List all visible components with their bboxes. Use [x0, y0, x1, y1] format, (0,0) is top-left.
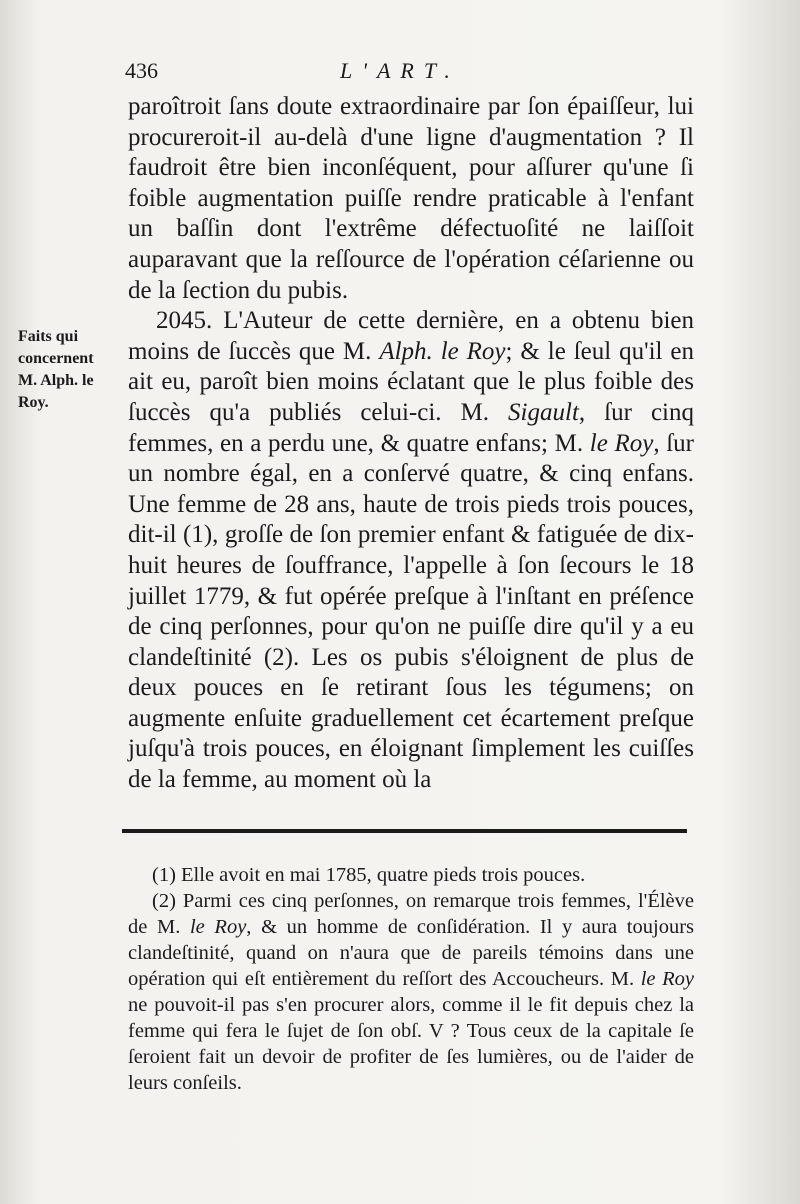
footnote-1: (1) Elle avoit en mai 1785, quatre pieds trois pouces. — [152, 864, 586, 886]
paragraph-number: 2045. — [156, 307, 213, 335]
paragraph-text: , ſur cinq femmes, en a perdu une, & quatre enfans; M. — [128, 398, 694, 457]
footnote-text: ne pouvoit-il pas s'en procurer alors, comme il le fit depuis chez la femme qui fera le ſujet de ſon obſ. V ? Tous ceux de la capitale ſe ſeroient fait un devoir de profiter de ſes lumières, ou de l'aider de leurs conſeils. — [128, 994, 694, 1094]
footnote-rule — [122, 829, 687, 833]
paragraph-continued: paroîtroit ſans doute extraordinaire par ſon épaiſſeur, lui procureroit-il au-delà d'une ligne d'augmentation ? Il faudroit être bien inconſéquent, pour aſſurer qu'une ſi foible augmentation puiſſe rendre praticable à l'enfant un baſſin dont l'extrême défectuoſité ne laiſſoit auparavant que la reſſource de l'opération céſarienne ou de la ſection du pubis. — [128, 93, 694, 304]
paragraph-text: ; & le ſeul qu'il en ait eu, paroît bien moins éclatant que le plus foible des ſuccès qu'a publiés celui-ci. M. — [128, 337, 694, 426]
person-name: le Roy — [589, 429, 654, 457]
page-header — [125, 58, 685, 90]
paragraph-text: L'Auteur de cette dernière, en a obtenu bien moins de ſuccès que M. — [128, 307, 694, 365]
margin-note-line: M. Alph. le — [18, 372, 94, 389]
person-name: Alph. le Roy — [379, 337, 506, 365]
person-name: le Roy — [640, 968, 695, 990]
footnotes — [128, 862, 694, 1096]
margin-note-line: Faits qui — [18, 328, 79, 345]
paragraph-2045 — [128, 306, 694, 796]
person-name: le Roy — [189, 916, 247, 938]
paragraph-text: , ſur un nombre égal, en a conſervé quatre, & cinq enfans. Une femme de 28 ans, haute de trois pieds trois pouces, dit-il (1), groſſe de ſon premier enfant & fatiguée de dix-huit heures de ſouffrance, l'appelle à ſon ſecours le 18 juillet 1779, & fut opérée preſque à l'inſtant en préſence de cinq perſonnes, pour qu'on ne puiſſe dire qu'il y a eu clandeſtinité (2). Les os pubis s'éloignent de plus de deux pouces en ſe retirant ſous les tégumens; on augmente enſuite graduellement cet écartement preſque juſqu'à trois pouces, en éloignant ſimplement les cuiſſes de la femme, au moment où la — [128, 429, 694, 794]
footnote-2 — [128, 888, 694, 1096]
page-number: 436 — [125, 58, 158, 83]
person-name: Sigault — [508, 398, 579, 426]
running-title: L'ART. — [340, 58, 460, 83]
footnote-text: (2) Parmi ces cinq perſonnes, on remarque trois femmes, l'Élève de M. — [128, 890, 694, 938]
footnote-text: , & un homme de conſidération. Il y aura toujours clandeſtinité, quand on n'aura que de pareils témoins dans une opération qui eſt entièrement du reſſort des Accoucheurs. M. — [128, 916, 694, 990]
margin-note-line: Roy. — [18, 394, 49, 411]
margin-note — [18, 326, 128, 414]
body-text — [128, 92, 694, 796]
margin-note-line: concernent — [18, 350, 94, 367]
